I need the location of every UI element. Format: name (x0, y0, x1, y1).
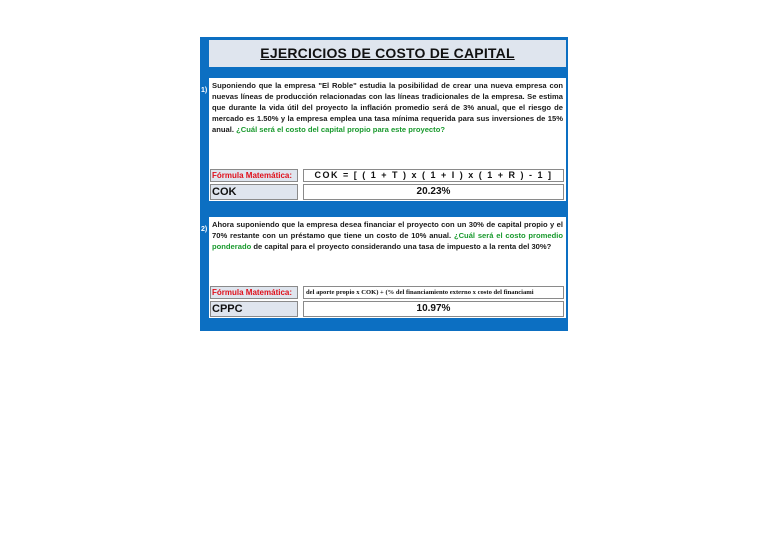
exercise-1-result-value: 20.23% (303, 184, 564, 200)
exercise-2-number: 2) (201, 226, 208, 233)
exercise-sheet (200, 37, 568, 331)
page-title: EJERCICIOS DE COSTO DE CAPITAL (260, 45, 515, 61)
exercise-1-text (212, 80, 563, 135)
exercise-1-formula: COK = [ ( 1 + T ) x ( 1 + I ) x ( 1 + R ) - 1 ] (303, 169, 564, 182)
exercise-2-result-value: 10.97% (303, 301, 564, 317)
exercise-1-body: Suponiendo que la empresa "El Roble" estudia la posibilidad de crear una nueva empresa con nuevas líneas de producción relacionadas con las líneas tradicionales de la empresa. Se estima que durante la vida útil del proyecto la inflación promedio será de 3% anual, que el riesgo de mercado es 1.50% y la empresa emplea una tasa mínima requerida para sus inversiones de 15% anual. (212, 81, 563, 134)
exercise-2-result-row (209, 300, 566, 318)
exercise-2-body: Ahora suponiendo que la empresa desea financiar el proyecto con un 30% de capital propio y el 70% restante con un préstamo que tiene un costo de 10% anual. (212, 220, 563, 240)
exercise-2-formula: del aporte propio x COK) + (% del financiamiento externo x costo del financiami (303, 286, 564, 299)
exercise-1-result-label: COK (210, 184, 298, 200)
exercise-2-formula-row (209, 285, 566, 300)
exercise-1-result-row (209, 183, 566, 201)
exercise-1-formula-row (209, 168, 566, 183)
exercise-1-number: 1) (201, 87, 208, 94)
title-banner (209, 40, 566, 67)
exercise-2-statement (209, 217, 566, 285)
exercise-2-result-label: CPPC (210, 301, 298, 317)
exercise-2-text (212, 219, 563, 252)
exercise-2-formula-label: Fórmula Matemática: (210, 286, 298, 299)
exercise-2-question-cont: ponderado (212, 242, 252, 251)
exercise-1-question: ¿Cuál será el costo del capital propio para este proyecto? (236, 125, 445, 134)
exercise-1-statement (209, 78, 566, 168)
exercise-2-question: ¿Cuál será el costo promedio (453, 231, 563, 240)
exercise-2-body-end: de capital para el proyecto considerando una tasa de impuesto a la renta del 30%? (253, 242, 552, 251)
exercise-1-formula-label: Fórmula Matemática: (210, 169, 298, 182)
